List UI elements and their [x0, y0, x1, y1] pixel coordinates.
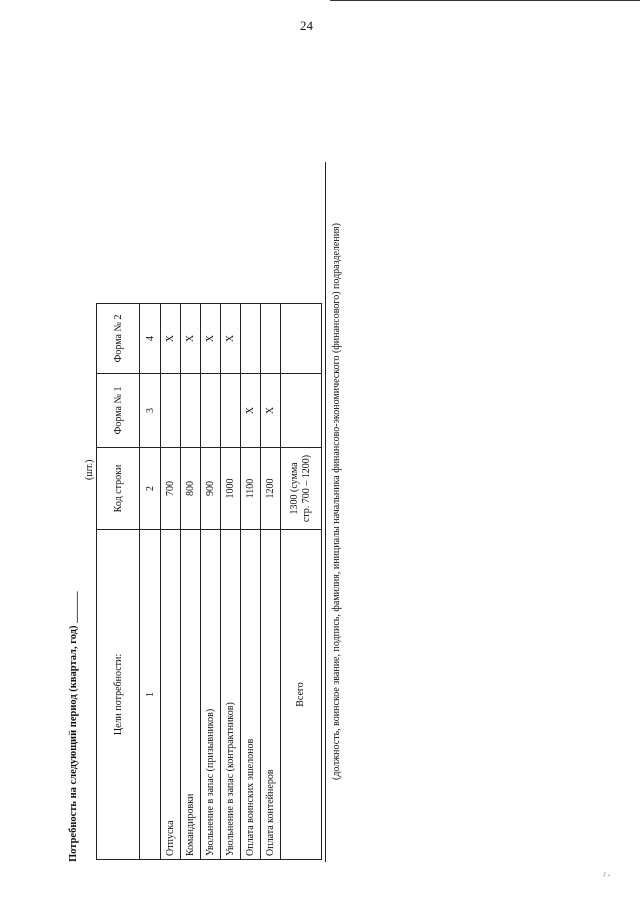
table-header-row	[97, 304, 140, 860]
unit-label: (шт.)	[84, 459, 95, 480]
row-code: 1100	[241, 448, 261, 530]
total-code-line1: 1300 (сумма	[289, 462, 300, 515]
row-form2	[261, 304, 281, 374]
signature-caption: (должность, воинское звание, подпись, фамилия, инициалы начальника финансово-экономического (финансового) подразделения)	[331, 223, 342, 780]
header-form2: Форма № 2	[97, 304, 140, 374]
row-code: 900	[201, 448, 221, 530]
col-number-2: 2	[140, 448, 161, 530]
row-form2: X	[201, 304, 221, 374]
table-total-row	[281, 304, 322, 860]
table-row	[161, 304, 181, 860]
row-form1	[181, 374, 201, 448]
form-heading: Потребность на следующий период (квартал, год) ______	[68, 591, 79, 862]
header-code: Код строки	[97, 448, 140, 530]
row-code: 800	[181, 448, 201, 530]
row-form1: X	[261, 374, 281, 448]
table-row	[241, 304, 261, 860]
row-form2: X	[221, 304, 241, 374]
total-label: Всего	[281, 530, 322, 860]
row-code: 1000	[221, 448, 241, 530]
table-row	[201, 304, 221, 860]
row-code: 1200	[261, 448, 281, 530]
row-purpose: Отпуска	[161, 530, 181, 860]
margin-mark: ҆ ̀ ̓	[604, 874, 609, 885]
header-purpose: Цели потребности:	[97, 530, 140, 860]
row-purpose: Оплата воинских эшелонов	[241, 530, 261, 860]
table-row	[181, 304, 201, 860]
header-form1: Форма № 1	[97, 374, 140, 448]
row-form1	[221, 374, 241, 448]
top-rule	[330, 0, 640, 1]
table-row	[221, 304, 241, 860]
row-form1	[161, 374, 181, 448]
col-number-3: 3	[140, 374, 161, 448]
row-code: 700	[161, 448, 181, 530]
row-purpose: Оплата контейнеров	[261, 530, 281, 860]
row-purpose: Увольнение в запас (призывников)	[201, 530, 221, 860]
row-form2: X	[161, 304, 181, 374]
col-number-1: 1	[140, 530, 161, 860]
rotated-form	[60, 90, 390, 870]
row-form2: X	[181, 304, 201, 374]
row-purpose: Увольнение в запас (контрактников)	[221, 530, 241, 860]
table-numbering-row	[140, 304, 161, 860]
row-purpose: Командировки	[181, 530, 201, 860]
row-form1	[201, 374, 221, 448]
row-form1: X	[241, 374, 261, 448]
row-form2	[241, 304, 261, 374]
page-number: 24	[300, 18, 313, 33]
total-code-line2: стр. 700 – 1200)	[301, 454, 312, 523]
total-form1	[281, 374, 322, 448]
signature-line	[325, 162, 326, 862]
total-code	[281, 448, 322, 530]
col-number-4: 4	[140, 304, 161, 374]
total-form2	[281, 304, 322, 374]
needs-table	[96, 303, 322, 860]
table-row	[261, 304, 281, 860]
